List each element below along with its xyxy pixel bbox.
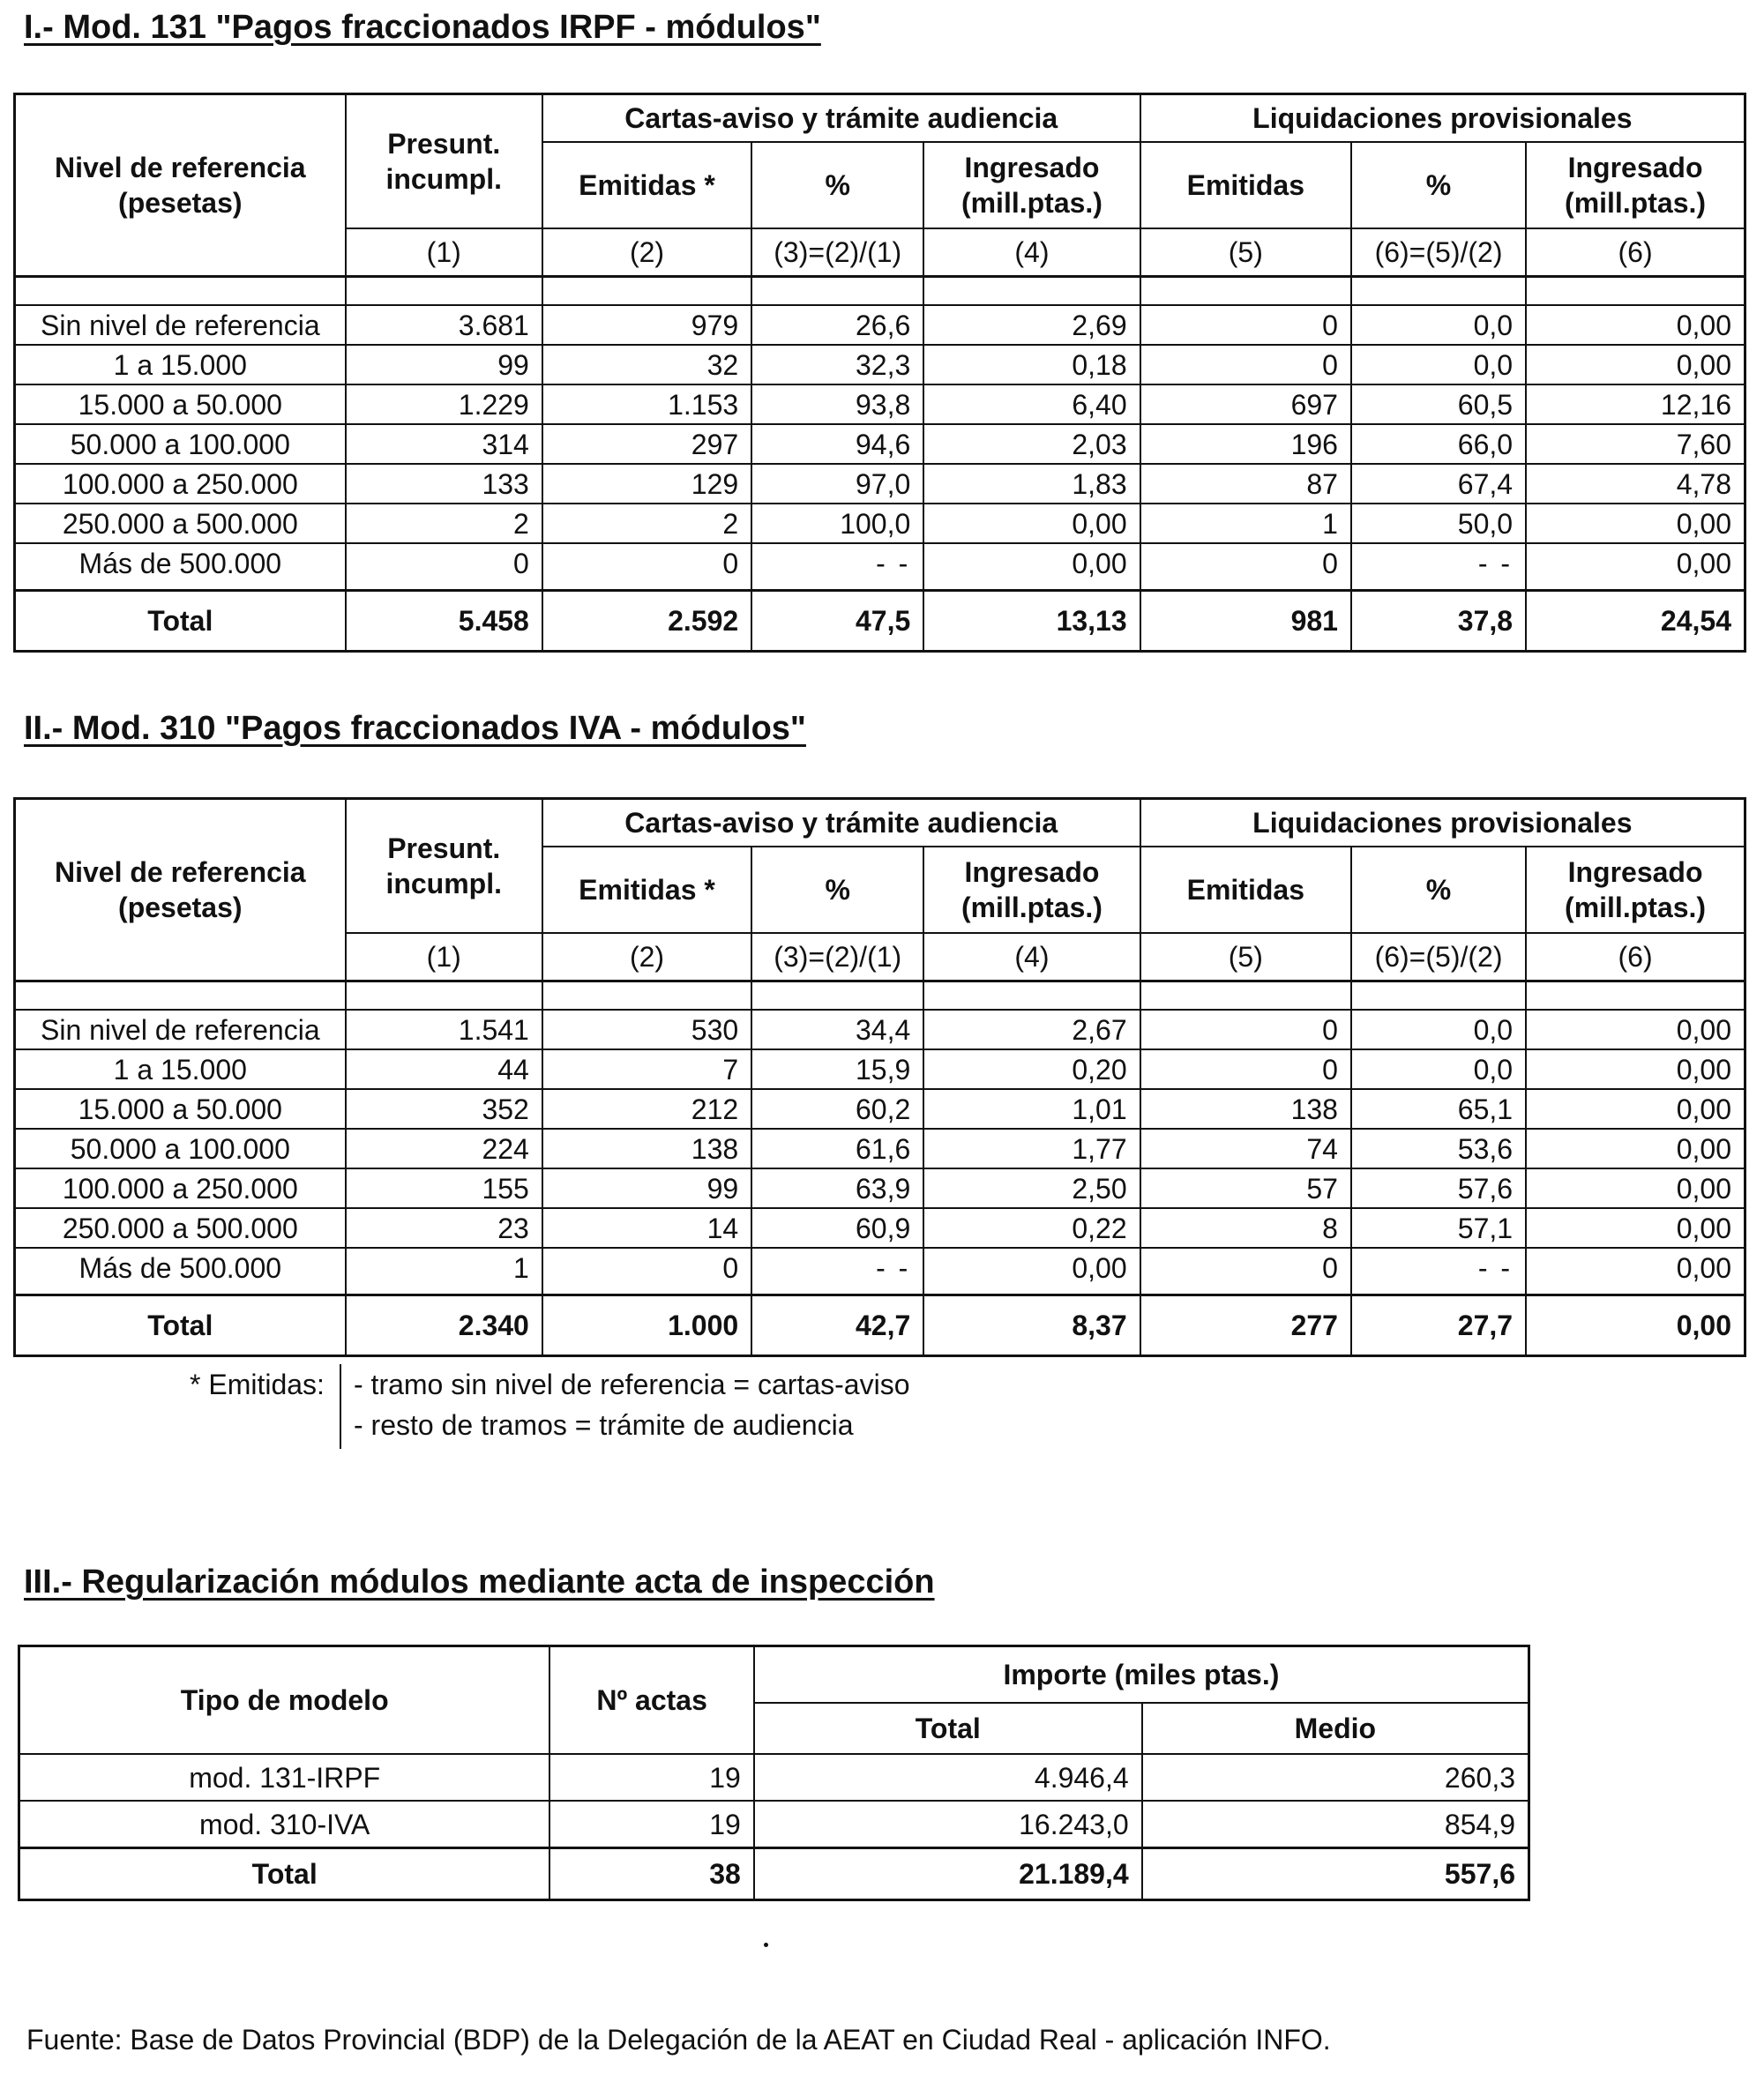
table-cell: 1.153 (542, 384, 751, 424)
table-cell: - - (1351, 1248, 1526, 1295)
table-cell: 0,00 (1526, 1168, 1745, 1208)
table-cell: 4.946,4 (754, 1754, 1142, 1801)
table-cell: 66,0 (1351, 424, 1526, 464)
table-cell: 133 (346, 464, 542, 504)
table-row (15, 1129, 1745, 1168)
table-cell: 99 (542, 1168, 751, 1208)
total-cell: 981 (1140, 591, 1351, 652)
row-label: 100.000 a 250.000 (15, 464, 346, 504)
header-group-liquidaciones: Liquidaciones provisionales (1140, 799, 1745, 847)
total-cell: 557,6 (1142, 1848, 1529, 1900)
header-importe-total: Total (754, 1703, 1142, 1754)
table-row (15, 504, 1745, 543)
table-cell: 0,00 (1526, 1208, 1745, 1248)
section-3-title: III.- Regularización módulos mediante acta de inspección (24, 1563, 935, 1601)
table-body (15, 277, 1745, 652)
table-row (19, 1801, 1529, 1848)
table-cell: 297 (542, 424, 751, 464)
table-body (19, 1754, 1529, 1900)
table-cell: 94,6 (751, 424, 923, 464)
header-num: (6)=(5)/(2) (1351, 933, 1526, 981)
table-cell: 0,00 (1526, 305, 1745, 345)
table-row (15, 1089, 1745, 1129)
footnote-key: * Emitidas: (190, 1369, 325, 1400)
table-cell: 0,00 (923, 504, 1140, 543)
table-cell: 23 (346, 1208, 542, 1248)
total-label: Total (15, 591, 346, 652)
table-cell: 138 (542, 1129, 751, 1168)
table-cell: 57,1 (1351, 1208, 1526, 1248)
table-cell: 2,03 (923, 424, 1140, 464)
header-n-actas: Nº actas (549, 1646, 753, 1755)
header-pct: % (751, 142, 923, 228)
row-label: 250.000 a 500.000 (15, 504, 346, 543)
table-cell: 16.243,0 (754, 1801, 1142, 1848)
row-label: 50.000 a 100.000 (15, 424, 346, 464)
header-presunt: Presunt. incumpl. (346, 94, 542, 229)
table-cell: 1.541 (346, 1010, 542, 1049)
header-group-cartas: Cartas-aviso y trámite audiencia (542, 94, 1140, 143)
header-level: Nivel de referencia (pesetas) (15, 799, 346, 981)
table-row (15, 384, 1745, 424)
table-cell: 2,67 (923, 1010, 1140, 1049)
header-num: (6) (1526, 228, 1745, 277)
header-importe: Importe (miles ptas.) (754, 1646, 1529, 1704)
total-cell: 1.000 (542, 1295, 751, 1356)
table-cell: 14 (542, 1208, 751, 1248)
table-cell: 979 (542, 305, 751, 345)
table-cell: 57 (1140, 1168, 1351, 1208)
table-cell: 2 (542, 504, 751, 543)
table-cell: 0,18 (923, 345, 1140, 384)
row-label: 1 a 15.000 (15, 1049, 346, 1089)
row-label: Sin nivel de referencia (15, 305, 346, 345)
header-emitidas: Emitidas (1140, 847, 1351, 933)
footnote-divider (340, 1364, 341, 1449)
table-row (15, 1208, 1745, 1248)
table-row (15, 1049, 1745, 1089)
header-importe-medio: Medio (1142, 1703, 1529, 1754)
header-num: (3)=(2)/(1) (751, 933, 923, 981)
table-cell: 0,00 (1526, 1049, 1745, 1089)
total-cell: 13,13 (923, 591, 1140, 652)
table-row (15, 345, 1745, 384)
source-note: Fuente: Base de Datos Provincial (BDP) de la Delegación de la AEAT en Ciudad Real - aplicación INFO. (26, 2024, 1331, 2056)
table-cell: 0,00 (1526, 1010, 1745, 1049)
table-cell: 196 (1140, 424, 1351, 464)
table-cell: 2,69 (923, 305, 1140, 345)
table-cell: 0,00 (1526, 1089, 1745, 1129)
table-cell: 0 (1140, 345, 1351, 384)
table-cell: 0,0 (1351, 1049, 1526, 1089)
table-cell: 155 (346, 1168, 542, 1208)
header-ingresado: Ingresado (mill.ptas.) (923, 847, 1140, 933)
table-cell: 60,5 (1351, 384, 1526, 424)
table-cell: 0,00 (1526, 504, 1745, 543)
table-row (15, 464, 1745, 504)
table-cell: 60,9 (751, 1208, 923, 1248)
table-row (15, 1010, 1745, 1049)
table-cell: 0,00 (1526, 345, 1745, 384)
footnote-line-2: - resto de tramos = trámite de audiencia (354, 1409, 854, 1441)
table-cell: 0,00 (923, 543, 1140, 591)
table-cell: 2,50 (923, 1168, 1140, 1208)
table-cell: 0 (1140, 305, 1351, 345)
table-cell: - - (1351, 543, 1526, 591)
row-label: 15.000 a 50.000 (15, 1089, 346, 1129)
total-cell: 42,7 (751, 1295, 923, 1356)
table-row (15, 424, 1745, 464)
row-label: 100.000 a 250.000 (15, 1168, 346, 1208)
table-cell: 0,0 (1351, 1010, 1526, 1049)
table-cell: 12,16 (1526, 384, 1745, 424)
table-row (15, 305, 1745, 345)
table-cell: 0 (1140, 1010, 1351, 1049)
header-level: Nivel de referencia (pesetas) (15, 94, 346, 277)
table-cell: 1.229 (346, 384, 542, 424)
total-cell: 2.592 (542, 591, 751, 652)
header-pct: % (1351, 847, 1526, 933)
table-cell: 6,40 (923, 384, 1140, 424)
total-row (19, 1848, 1529, 1900)
table-row (19, 1754, 1529, 1801)
header-num: (2) (542, 933, 751, 981)
table-cell: 697 (1140, 384, 1351, 424)
total-row (15, 1295, 1745, 1356)
header-pct: % (1351, 142, 1526, 228)
stray-dot (764, 1943, 768, 1947)
header-tipo-modelo: Tipo de modelo (19, 1646, 550, 1755)
total-cell: 37,8 (1351, 591, 1526, 652)
total-cell: 47,5 (751, 591, 923, 652)
row-label: mod. 131-IRPF (19, 1754, 550, 1801)
table-cell: 352 (346, 1089, 542, 1129)
table-cell: 260,3 (1142, 1754, 1529, 1801)
total-row (15, 591, 1745, 652)
header-num: (2) (542, 228, 751, 277)
table-cell: 0,00 (923, 1248, 1140, 1295)
table-cell: 32 (542, 345, 751, 384)
table-cell: 67,4 (1351, 464, 1526, 504)
row-label: 15.000 a 50.000 (15, 384, 346, 424)
table-cell: 0 (1140, 1049, 1351, 1089)
table-cell: 2 (346, 504, 542, 543)
table-cell: 44 (346, 1049, 542, 1089)
header-num: (3)=(2)/(1) (751, 228, 923, 277)
total-cell: 277 (1140, 1295, 1351, 1356)
table-cell: 0,0 (1351, 305, 1526, 345)
header-pct: % (751, 847, 923, 933)
table-cell: 0,00 (1526, 1129, 1745, 1168)
table-cell: 65,1 (1351, 1089, 1526, 1129)
table-cell: 100,0 (751, 504, 923, 543)
table-cell: 60,2 (751, 1089, 923, 1129)
table-cell: 0,0 (1351, 345, 1526, 384)
total-cell: 38 (549, 1848, 753, 1900)
table-cell: 63,9 (751, 1168, 923, 1208)
table-cell: 1 (1140, 504, 1351, 543)
table-cell: - - (751, 1248, 923, 1295)
table-cell: 97,0 (751, 464, 923, 504)
table-body (15, 981, 1745, 1356)
table-cell: - - (751, 543, 923, 591)
table-cell: 212 (542, 1089, 751, 1129)
row-label: mod. 310-IVA (19, 1801, 550, 1848)
total-label: Total (15, 1295, 346, 1356)
header-num: (5) (1140, 933, 1351, 981)
total-cell: 24,54 (1526, 591, 1745, 652)
table-cell: 1,01 (923, 1089, 1140, 1129)
total-label: Total (19, 1848, 550, 1900)
table-cell: 129 (542, 464, 751, 504)
table-cell: 530 (542, 1010, 751, 1049)
total-cell: 5.458 (346, 591, 542, 652)
section-1-title: I.- Mod. 131 "Pagos fraccionados IRPF - módulos" (24, 9, 821, 46)
header-emitidas: Emitidas (1140, 142, 1351, 228)
table-cell: 57,6 (1351, 1168, 1526, 1208)
table-mod-131 (13, 93, 1746, 653)
table-cell: 0 (1140, 543, 1351, 591)
footnote-line-1: - tramo sin nivel de referencia = cartas-aviso (354, 1369, 910, 1400)
table-row (15, 1168, 1745, 1208)
header-ingresado: Ingresado (mill.ptas.) (923, 142, 1140, 228)
row-label: Más de 500.000 (15, 543, 346, 591)
table-cell: 99 (346, 345, 542, 384)
total-cell: 21.189,4 (754, 1848, 1142, 1900)
table-cell: 0 (1140, 1248, 1351, 1295)
table-cell: 138 (1140, 1089, 1351, 1129)
table-cell: 19 (549, 1754, 753, 1801)
header-emitidas-star: Emitidas * (542, 847, 751, 933)
table-cell: 0 (542, 543, 751, 591)
table-cell: 26,6 (751, 305, 923, 345)
header-num: (4) (923, 933, 1140, 981)
table-cell: 1,77 (923, 1129, 1140, 1168)
table-cell: 50,0 (1351, 504, 1526, 543)
row-label: Sin nivel de referencia (15, 1010, 346, 1049)
table-cell: 3.681 (346, 305, 542, 345)
table-cell: 1 (346, 1248, 542, 1295)
table-cell: 7,60 (1526, 424, 1745, 464)
table-cell: 854,9 (1142, 1801, 1529, 1848)
table-cell: 15,9 (751, 1049, 923, 1089)
table-cell: 314 (346, 424, 542, 464)
table-cell: 0,20 (923, 1049, 1140, 1089)
table-cell: 0,22 (923, 1208, 1140, 1248)
header-num: (6)=(5)/(2) (1351, 228, 1526, 277)
header-ingresado: Ingresado (mill.ptas.) (1526, 142, 1745, 228)
total-cell: 0,00 (1526, 1295, 1745, 1356)
row-label: 50.000 a 100.000 (15, 1129, 346, 1168)
table-cell: 53,6 (1351, 1129, 1526, 1168)
table-cell: 34,4 (751, 1010, 923, 1049)
table-regularizacion (18, 1645, 1530, 1901)
row-label: 1 a 15.000 (15, 345, 346, 384)
row-label: Más de 500.000 (15, 1248, 346, 1295)
total-cell: 2.340 (346, 1295, 542, 1356)
table-cell: 0,00 (1526, 1248, 1745, 1295)
header-num: (4) (923, 228, 1140, 277)
table-cell: 0,00 (1526, 543, 1745, 591)
table-cell: 0 (346, 543, 542, 591)
total-cell: 27,7 (1351, 1295, 1526, 1356)
table-cell: 224 (346, 1129, 542, 1168)
table-cell: 4,78 (1526, 464, 1745, 504)
header-num: (1) (346, 933, 542, 981)
header-group-cartas: Cartas-aviso y trámite audiencia (542, 799, 1140, 847)
header-num: (1) (346, 228, 542, 277)
section-2-title: II.- Mod. 310 "Pagos fraccionados IVA - módulos" (24, 710, 806, 747)
header-emitidas-star: Emitidas * (542, 142, 751, 228)
row-label: 250.000 a 500.000 (15, 1208, 346, 1248)
table-cell: 61,6 (751, 1129, 923, 1168)
table-mod-310 (13, 797, 1746, 1357)
table-cell: 93,8 (751, 384, 923, 424)
table-cell: 19 (549, 1801, 753, 1848)
table-cell: 32,3 (751, 345, 923, 384)
table-cell: 74 (1140, 1129, 1351, 1168)
table-cell: 0 (542, 1248, 751, 1295)
table-row (15, 1248, 1745, 1295)
table-cell: 87 (1140, 464, 1351, 504)
table-cell: 7 (542, 1049, 751, 1089)
table-row (15, 543, 1745, 591)
header-num: (5) (1140, 228, 1351, 277)
table-cell: 8 (1140, 1208, 1351, 1248)
table-cell: 1,83 (923, 464, 1140, 504)
header-group-liquidaciones: Liquidaciones provisionales (1140, 94, 1745, 143)
header-num: (6) (1526, 933, 1745, 981)
header-presunt: Presunt. incumpl. (346, 799, 542, 934)
header-ingresado: Ingresado (mill.ptas.) (1526, 847, 1745, 933)
total-cell: 8,37 (923, 1295, 1140, 1356)
